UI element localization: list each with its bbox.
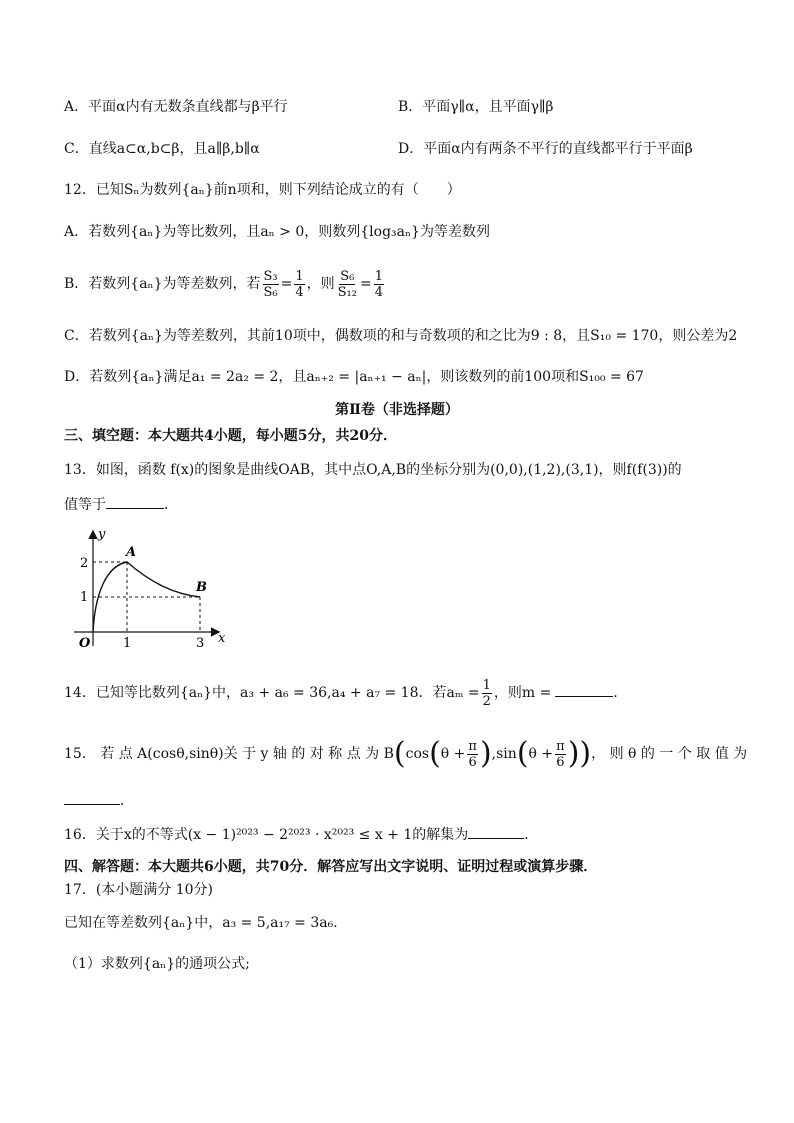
q11-option-a: A．平面α内有无数条直线都与β平行 <box>64 99 288 115</box>
q15-answer-blank <box>64 790 120 805</box>
q16 <box>64 824 538 845</box>
q12-b-mid: ，则 <box>306 276 335 292</box>
q12-b-frac1-num: S₃ <box>263 268 278 284</box>
q12-b-frac1-den: S₆ <box>263 284 278 300</box>
q17-part-1: （1）求数列{aₙ}的通项公式; <box>64 956 250 972</box>
q12-option-a: A．若数列{aₙ}为等比数列，且aₙ > 0，则数列{log₃aₙ}为等差数列 <box>64 224 490 240</box>
q15-six-a: 6 <box>468 754 477 770</box>
y-tick-2: 2 <box>80 556 89 571</box>
q13-line-1: 13．如图，函数 f(x)的图象是曲线OAB，其中点O,A,B的坐标分别为(0,0),(1,2),(3,1)，则f(f(3))的 <box>64 462 682 478</box>
q12-b-frac2-num: S₆ <box>340 268 355 284</box>
point-b-label: B <box>196 580 207 595</box>
x-axis-label: x <box>218 631 226 646</box>
q14-frac-den: 2 <box>482 693 491 709</box>
q15-paren-open-2: ( <box>516 736 529 771</box>
q15-cos: cos <box>405 746 430 762</box>
q12-b-value-2 <box>374 269 384 300</box>
q15-sep: , <box>491 746 497 762</box>
q13-line2-prefix: 值等于 <box>64 497 106 513</box>
q15-line2-end: ． <box>120 793 134 809</box>
q11-option-b: B．平面γ∥α，且平面γ∥β <box>398 99 554 115</box>
x-tick-3: 3 <box>196 636 205 651</box>
origin-label: O <box>79 636 91 651</box>
q15-pi-a: π <box>468 738 477 754</box>
q12-b-fraction-2 <box>337 269 358 300</box>
q13-line-2 <box>64 494 178 515</box>
q15-six-b: 6 <box>556 754 565 770</box>
x-tick-1: 1 <box>123 636 132 651</box>
y-tick-1: 1 <box>80 590 89 605</box>
q15-paren-open-1: ( <box>429 736 441 771</box>
q12-b-eq1: = <box>280 276 293 292</box>
q14-frac-num: 1 <box>482 677 491 693</box>
q11-option-d: D．平面α内有两条不平行的直线都平行于平面β <box>398 141 693 157</box>
q13-line2-suffix: ． <box>164 497 178 513</box>
q12-b-frac2-den: S₁₂ <box>337 284 357 300</box>
q15-pi-over-6-b <box>555 739 566 770</box>
q13-answer-blank <box>106 494 164 509</box>
q12-b-eq2: = <box>360 276 372 292</box>
q16-prefix: 16．关于x的不等式(x − 1)²⁰²³ − 2²⁰²³ · x²⁰²³ ≤ x + 1的解集为 <box>64 827 469 843</box>
q15-pi-over-6-a <box>467 739 478 770</box>
q15-prefix: 15． 若 点 A(cosθ,sinθ)关 于 y 轴 的 对 称 点 为 B <box>64 746 394 762</box>
q15-suffix: ， 则 θ 的 一 个 取 值 为 <box>591 746 748 762</box>
q14-answer-blank <box>555 682 613 697</box>
q17-title: 17．(本小题满分 10分) <box>64 882 214 898</box>
q17-given: 已知在等差数列{aₙ}中，a₃ = 5,a₁₇ = 3a₆． <box>64 915 348 931</box>
q14-prefix: 14．已知等比数列{aₙ}中，a₃ + a₆ = 36,a₄ + a₇ = 18．若aₘ = <box>64 685 480 701</box>
section-4-header: 四、解答题：本大题共6小题，共70分．解答应写出文字说明、证明过程或演算步骤． <box>64 859 598 875</box>
q12-b-val1-num: 1 <box>295 268 304 284</box>
q14-fraction <box>482 678 492 709</box>
y-axis-label: y <box>98 527 106 542</box>
q12-b-prefix: B．若数列{aₙ}为等差数列，若 <box>64 276 261 292</box>
q12-option-b <box>64 265 386 303</box>
q16-answer-blank <box>468 824 524 839</box>
q15-theta-plus-1: θ + <box>440 746 466 762</box>
q14 <box>64 675 627 711</box>
q12-b-val2-den: 4 <box>374 284 384 300</box>
q16-suffix: ． <box>524 827 539 843</box>
q15-paren-close-2: ) <box>567 736 580 771</box>
q15-big-paren-close: ) <box>579 736 592 771</box>
q13-function-graph <box>68 524 238 652</box>
q15-paren-close-1: ) <box>479 736 492 771</box>
section-2-title: 第Ⅱ卷（非选择题） <box>335 402 459 418</box>
section-3-header: 三、填空题：本大题共4小题，每小题5分，共20分． <box>64 428 397 444</box>
point-a-label: A <box>126 545 137 560</box>
q14-end: ． <box>613 685 628 701</box>
q12-option-c: C．若数列{aₙ}为等差数列，其前10项中，偶数项的和与奇数项的和之比为9 : 8，且S₁₀ = 170，则公差为2 <box>64 328 738 344</box>
q14-suffix: ，则m = <box>493 685 552 701</box>
q15-big-paren-open: ( <box>393 736 406 771</box>
q12-option-d: D．若数列{aₙ}满足a₁ = 2a₂ = 2，且aₙ₊₂ = |aₙ₊₁ − aₙ|，则该数列的前100项和S₁₀₀ = 67 <box>64 369 644 385</box>
q12-b-value-1 <box>294 269 304 300</box>
q15-line-2 <box>64 790 134 811</box>
q15-line-1 <box>64 734 747 774</box>
q12-stem: 12．已知Sₙ为数列{aₙ}前n项和，则下列结论成立的有（ ） <box>64 182 461 198</box>
q12-b-fraction-1 <box>263 269 279 300</box>
q12-b-val2-num: 1 <box>374 268 384 284</box>
q11-option-c: C．直线a⊂α,b⊂β，且a∥β,b∥α <box>64 141 260 157</box>
q15-theta-plus-2: θ + <box>528 746 554 762</box>
q12-b-val1-den: 4 <box>295 284 304 300</box>
q15-pi-b: π <box>556 738 565 754</box>
q15-sin: sin <box>496 746 517 762</box>
